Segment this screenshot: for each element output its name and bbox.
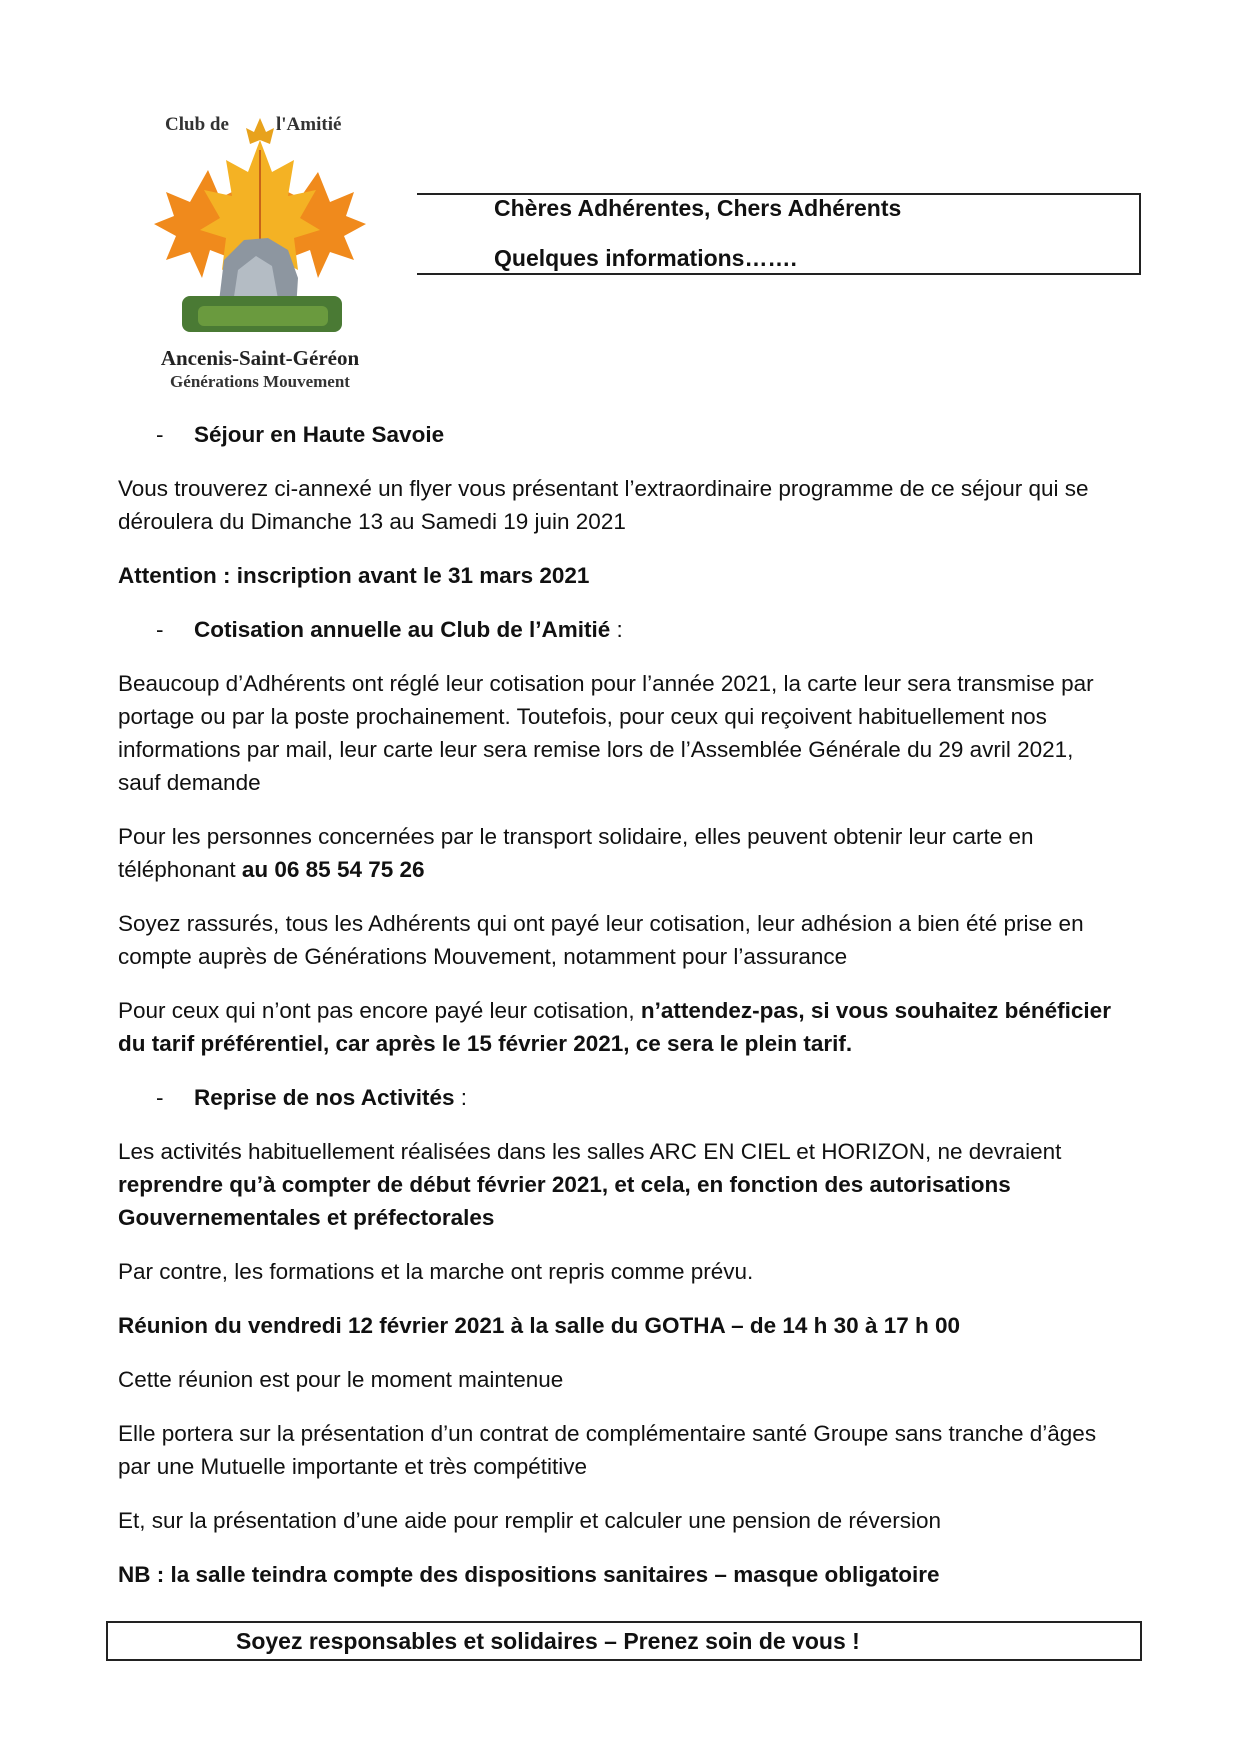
paragraph-activities <box>118 1135 1118 1234</box>
paragraph: Beaucoup d’Adhérents ont réglé leur cotisation pour l’année 2021, la carte leur sera transmise par portage ou par la poste prochainement. Toutefois, pour ceux qui reçoivent habituellement nos informations par mail, leur carte leur sera remise lors de l’Assemblée Générale du 29 avril 2021, sauf demande <box>118 671 1094 795</box>
paragraph-text: Pour les personnes concernées par le transport solidaire, elles peuvent obtenir leur carte en téléphonant <box>118 824 1034 882</box>
letter-body <box>118 418 1118 1612</box>
section-heading-reprise <box>118 1081 1118 1114</box>
greeting: Chères Adhérentes, Chers Adhérents <box>494 195 902 221</box>
footer-message: Soyez responsables et solidaires – Prenez soin de vous ! <box>236 1628 860 1654</box>
paragraph: Soyez rassurés, tous les Adhérents qui ont payé leur cotisation, leur adhésion a bien été prise en compte auprès de Générations Mouvement, notamment pour l’assurance <box>118 911 1084 969</box>
deadline-emphasis: n’attendez-pas, si vous souhaitez bénéficier du tarif préférentiel, car après le 15 février 2021, ce sera le plein tarif. <box>118 998 1111 1056</box>
maple-leaf-emblem <box>148 110 372 340</box>
paragraph-text: Pour ceux qui n’ont pas encore payé leur cotisation, <box>118 998 641 1023</box>
club-logo <box>140 110 380 400</box>
paragraph: Et, sur la présentation d’une aide pour remplir et calculer une pension de réversion <box>118 1508 941 1533</box>
paragraph-deadline <box>118 994 1118 1060</box>
header-box <box>417 193 1141 275</box>
activities-emphasis: reprendre qu’à compter de début février 2021, et cela, en fonction des autorisations Gouvernementales et préfectorales <box>118 1172 1011 1230</box>
attention-notice: Attention : inscription avant le 31 mars 2021 <box>118 563 590 588</box>
section-title: Cotisation annuelle au Club de l’Amitié <box>194 617 611 642</box>
logo-top-right: l'Amitié <box>276 114 342 135</box>
section-title: Séjour en Haute Savoie <box>194 422 445 447</box>
bullet-dash: - <box>156 617 164 642</box>
footer-box <box>106 1621 1142 1661</box>
section-title-suffix: : <box>454 1085 468 1110</box>
logo-name: Ancenis-Saint-Géréon <box>160 346 360 370</box>
section-title: Reprise de nos Activités <box>194 1085 455 1110</box>
paragraph: Elle portera sur la présentation d’un contrat de complémentaire santé Groupe sans tranche d’âges par une Mutuelle importante et très compétitive <box>118 1421 1097 1479</box>
paragraph: Vous trouverez ci-annexé un flyer vous présentant l’extraordinaire programme de ce séjour qui se déroulera du Dimanche 13 au Samedi 19 juin 2021 <box>118 476 1089 534</box>
section-heading-cotisation <box>118 613 1118 646</box>
nb-notice: NB : la salle teindra compte des dispositions sanitaires – masque obligatoire <box>118 1562 940 1587</box>
section-title-suffix: : <box>610 617 623 642</box>
phone-number: au 06 85 54 75 26 <box>241 857 425 882</box>
bullet-dash: - <box>156 422 164 447</box>
header-subtitle: Quelques informations……. <box>494 245 797 271</box>
paragraph-text: Les activités habituellement réalisées dans les salles ARC EN CIEL et HORIZON, ne devraient <box>118 1139 1062 1164</box>
logo-top-left: Club de <box>165 114 229 135</box>
section-heading-sejour <box>118 418 1118 451</box>
paragraph: Par contre, les formations et la marche ont repris comme prévu. <box>118 1259 754 1284</box>
logo-subtitle: Générations Mouvement <box>170 372 350 391</box>
paragraph: Cette réunion est pour le moment maintenue <box>118 1367 564 1392</box>
meeting-title: Réunion du vendredi 12 février 2021 à la salle du GOTHA – de 14 h 30 à 17 h 00 <box>118 1313 961 1338</box>
paragraph-phone <box>118 820 1118 886</box>
bullet-dash: - <box>156 1085 164 1110</box>
